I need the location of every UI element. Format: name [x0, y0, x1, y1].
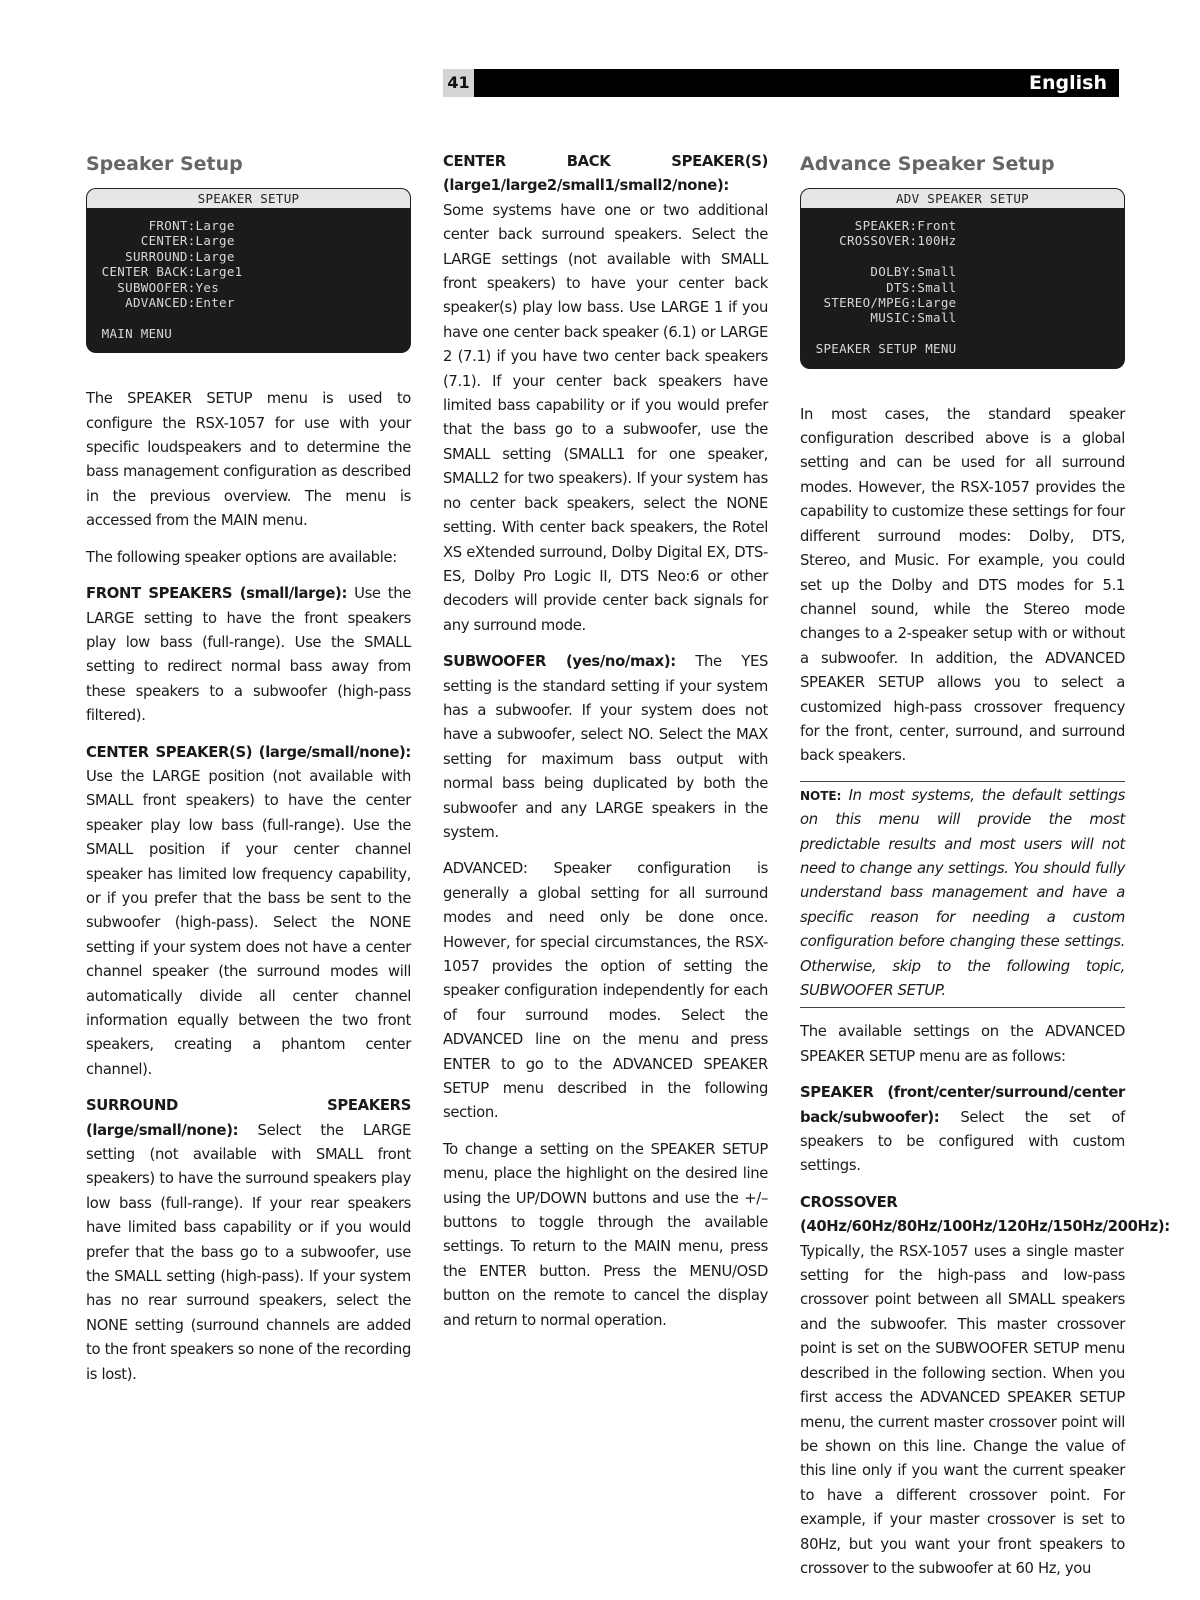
- screen-line: DOLBY:Small: [800, 264, 957, 280]
- option-front-speakers: [86, 582, 411, 728]
- screen-line: [86, 310, 411, 325]
- screen-line: SUBWOOFER:Yes: [86, 279, 220, 295]
- screen-line: CROSSOVER:100Hz: [800, 233, 957, 249]
- paragraph: To change a setting on the SPEAKER SETUP menu, place the highlight on the desired line using the UP/DOWN buttons and use the +/– buttons to toggle through the available settings. To return to the MAIN menu, press the ENTER button. Press the MENU/OSD button on the remote to cancel the display and return to normal operation.: [443, 1140, 768, 1329]
- option-text: Use the LARGE position (not available with SMALL front speakers) to have the center speaker play low bass (full-range). Use the SMALL position if your center channel speaker has limited low frequency capability, or if you prefer that the bass be sent to the subwoofer (high-pass). Select the NONE setting if your system does not have a center channel speaker (the surround modes will automatically divide all center channel information equally between the two front speakers, creating a phantom center channel).: [86, 767, 411, 1078]
- paragraph: ADVANCED: Speaker configuration is generally a global setting for all surround modes and need only be done once. However, for special circumstances, the RSX-1057 provides the option of setting the speaker configuration independently for each of four surround modes. Select the ADVANCED line on the menu and press ENTER to go to the ADVANCED SPEAKER SETUP menu described in the following section.: [443, 860, 768, 1122]
- screen-body: [800, 208, 1125, 369]
- speaker-setup-screen: [86, 188, 411, 353]
- screen-line: DTS:Small: [800, 279, 957, 295]
- option-text: Typically, the RSX-1057 uses a single master setting for the high-pass and low-pass crossover point between all SMALL speakers and the subwoofer. This master crossover point is set on the SUBWOOFER SETUP menu described in the following section. When you first access the ADVANCED SPEAKER SETUP menu, the current master crossover point will be shown on this line. Change the value of this line only if you want the current speaker to have a different crossover point. For example, if your master crossover is set to 80Hz, but you want your front speakers to crossover to the subwoofer at 60 Hz, you: [800, 1242, 1125, 1577]
- screen-line: CENTER BACK:Large1: [86, 264, 243, 280]
- note-box: [800, 781, 1125, 1009]
- option-text: Select the set of speakers to be configured with custom settings.: [800, 1108, 1125, 1175]
- screen-line: ADVANCED:Enter: [86, 295, 235, 311]
- option-term: CROSSOVER (40Hz/60Hz/80Hz/100Hz/120Hz/150Hz/200Hz):: [800, 1193, 1170, 1236]
- note-label: NOTE:: [800, 788, 842, 803]
- paragraph: The SPEAKER SETUP menu is used to configure the RSX-1057 for use with your specific loudspeakers and to determine the bass management configuration as described in the previous overview. The menu is accessed from the MAIN menu.: [86, 390, 411, 530]
- screen-line: STEREO/MPEG:Large: [800, 295, 957, 311]
- option-text: Select the LARGE setting (not available with SMALL front speakers) to have the surround speakers play low bass (full-range). If your rear speakers have limited bass capability or if you would prefer that the bass go to a subwoofer, use the SMALL setting (high-pass). If your system has no rear surround speakers, select the NONE setting (surround channels are added to the front speakers so none of the recording is lost).: [86, 1121, 411, 1383]
- screen-line: SURROUND:Large: [86, 248, 235, 264]
- advance-speaker-setup-heading: Advance Speaker Setup: [800, 153, 1055, 175]
- option-term: CENTER SPEAKER(S) (large/small/none):: [86, 743, 411, 761]
- option-term: SURROUND SPEAKERS (large/small/none):: [86, 1097, 411, 1139]
- option-term: CENTER BACK SPEAKER(S) (large1/large2/small1/small2/none):: [443, 153, 768, 195]
- language-label: English: [474, 69, 1119, 97]
- screen-body: [86, 208, 411, 353]
- screen-line: [800, 326, 1125, 341]
- option-term: FRONT SPEAKERS (small/large):: [86, 585, 348, 603]
- screen-title: ADV SPEAKER SETUP: [800, 188, 1125, 208]
- column-1: [86, 150, 411, 1399]
- option-text: Use the LARGE setting to have the front speakers play low bass (full-range). Use the SMALL setting to redirect normal bass away from these speakers to a subwoofer (high-pass filtered).: [86, 585, 411, 725]
- screen-line: FRONT:Large: [86, 218, 235, 233]
- screen-line: CENTER:Large: [86, 233, 235, 249]
- option-crossover: [800, 1191, 1170, 1582]
- note-text: In most systems, the default settings on this menu will provide the most predictable results and most users will not need to change any settings. You should fully understand bass management and have a specific reason for needing a custom configuration before changing these settings. Otherwise, skip to the following topic, SUBWOOFER SETUP.: [800, 786, 1125, 999]
- screen-line: [800, 249, 1125, 264]
- screen-title: SPEAKER SETUP: [86, 188, 411, 208]
- screen-line: SPEAKER:Front: [800, 218, 957, 233]
- screen-line: MUSIC:Small: [800, 310, 957, 326]
- adv-speaker-setup-screen: [800, 188, 1125, 369]
- option-center-speakers: [86, 741, 411, 1083]
- paragraph: The following speaker options are available:: [86, 548, 397, 566]
- option-term: SUBWOOFER (yes/no/max):: [443, 653, 676, 671]
- screen-line: SPEAKER SETUP MENU: [800, 341, 957, 357]
- option-speaker: [800, 1081, 1125, 1179]
- paragraph: The available settings on the ADVANCED SPEAKER SETUP menu are as follows:: [800, 1023, 1125, 1065]
- option-term: SPEAKER (front/center/surround/center back/subwoofer):: [800, 1084, 1125, 1126]
- column-2: [443, 150, 768, 1345]
- paragraph: In most cases, the standard speaker configuration described above is a global setting and can be used for all surround modes. However, the RSX-1057 provides the capability to customize these settings for four different surround modes: Dolby, DTS, Stereo, and Music. For example, you could set up the Dolby and DTS modes for 5.1 channel sound, while the Stereo mode changes to a 2-speaker setup with or without a subwoofer. In addition, the ADVANCED SPEAKER SETUP allows you to select a customized high-pass crossover frequency for the front, center, surround, and surround back speakers.: [800, 405, 1125, 765]
- page-number: 41: [443, 69, 474, 97]
- option-surround-speakers: [86, 1094, 411, 1387]
- screen-line: MAIN MENU: [86, 325, 173, 341]
- speaker-setup-heading: Speaker Setup: [86, 153, 243, 175]
- column-3: [800, 150, 1170, 1593]
- option-center-back-speakers: [443, 150, 768, 638]
- option-subwoofer: [443, 650, 768, 845]
- option-text: Some systems have one or two additional center back surround speakers. Select the LARGE settings (not available with SMALL front speakers) to have your center back speaker(s) play low bass. Use LARGE 1 if you have one center back speaker (6.1) or LARGE 2 (7.1) if you have two center back speakers (7.1). If your center back speakers have limited bass capability or if you would prefer that the bass go to a subwoofer, use the SMALL setting (SMALL1 for one speaker, SMALL2 for two speakers). If your system has no center back speakers, select the NONE setting. With center back speakers, the Rotel XS eXtended surround, Dolby Digital EX, DTS-ES, Dolby Pro Logic II, DTS Neo:6 or other decoders will provide center back signals for any surround mode.: [443, 201, 768, 634]
- option-text: The YES setting is the standard setting if your system has a subwoofer. If your system does not have a subwoofer, select NO. Select the MAX setting for maximum bass output with normal bass being duplicated by both the subwoofer and any LARGE speakers in the system.: [443, 653, 768, 841]
